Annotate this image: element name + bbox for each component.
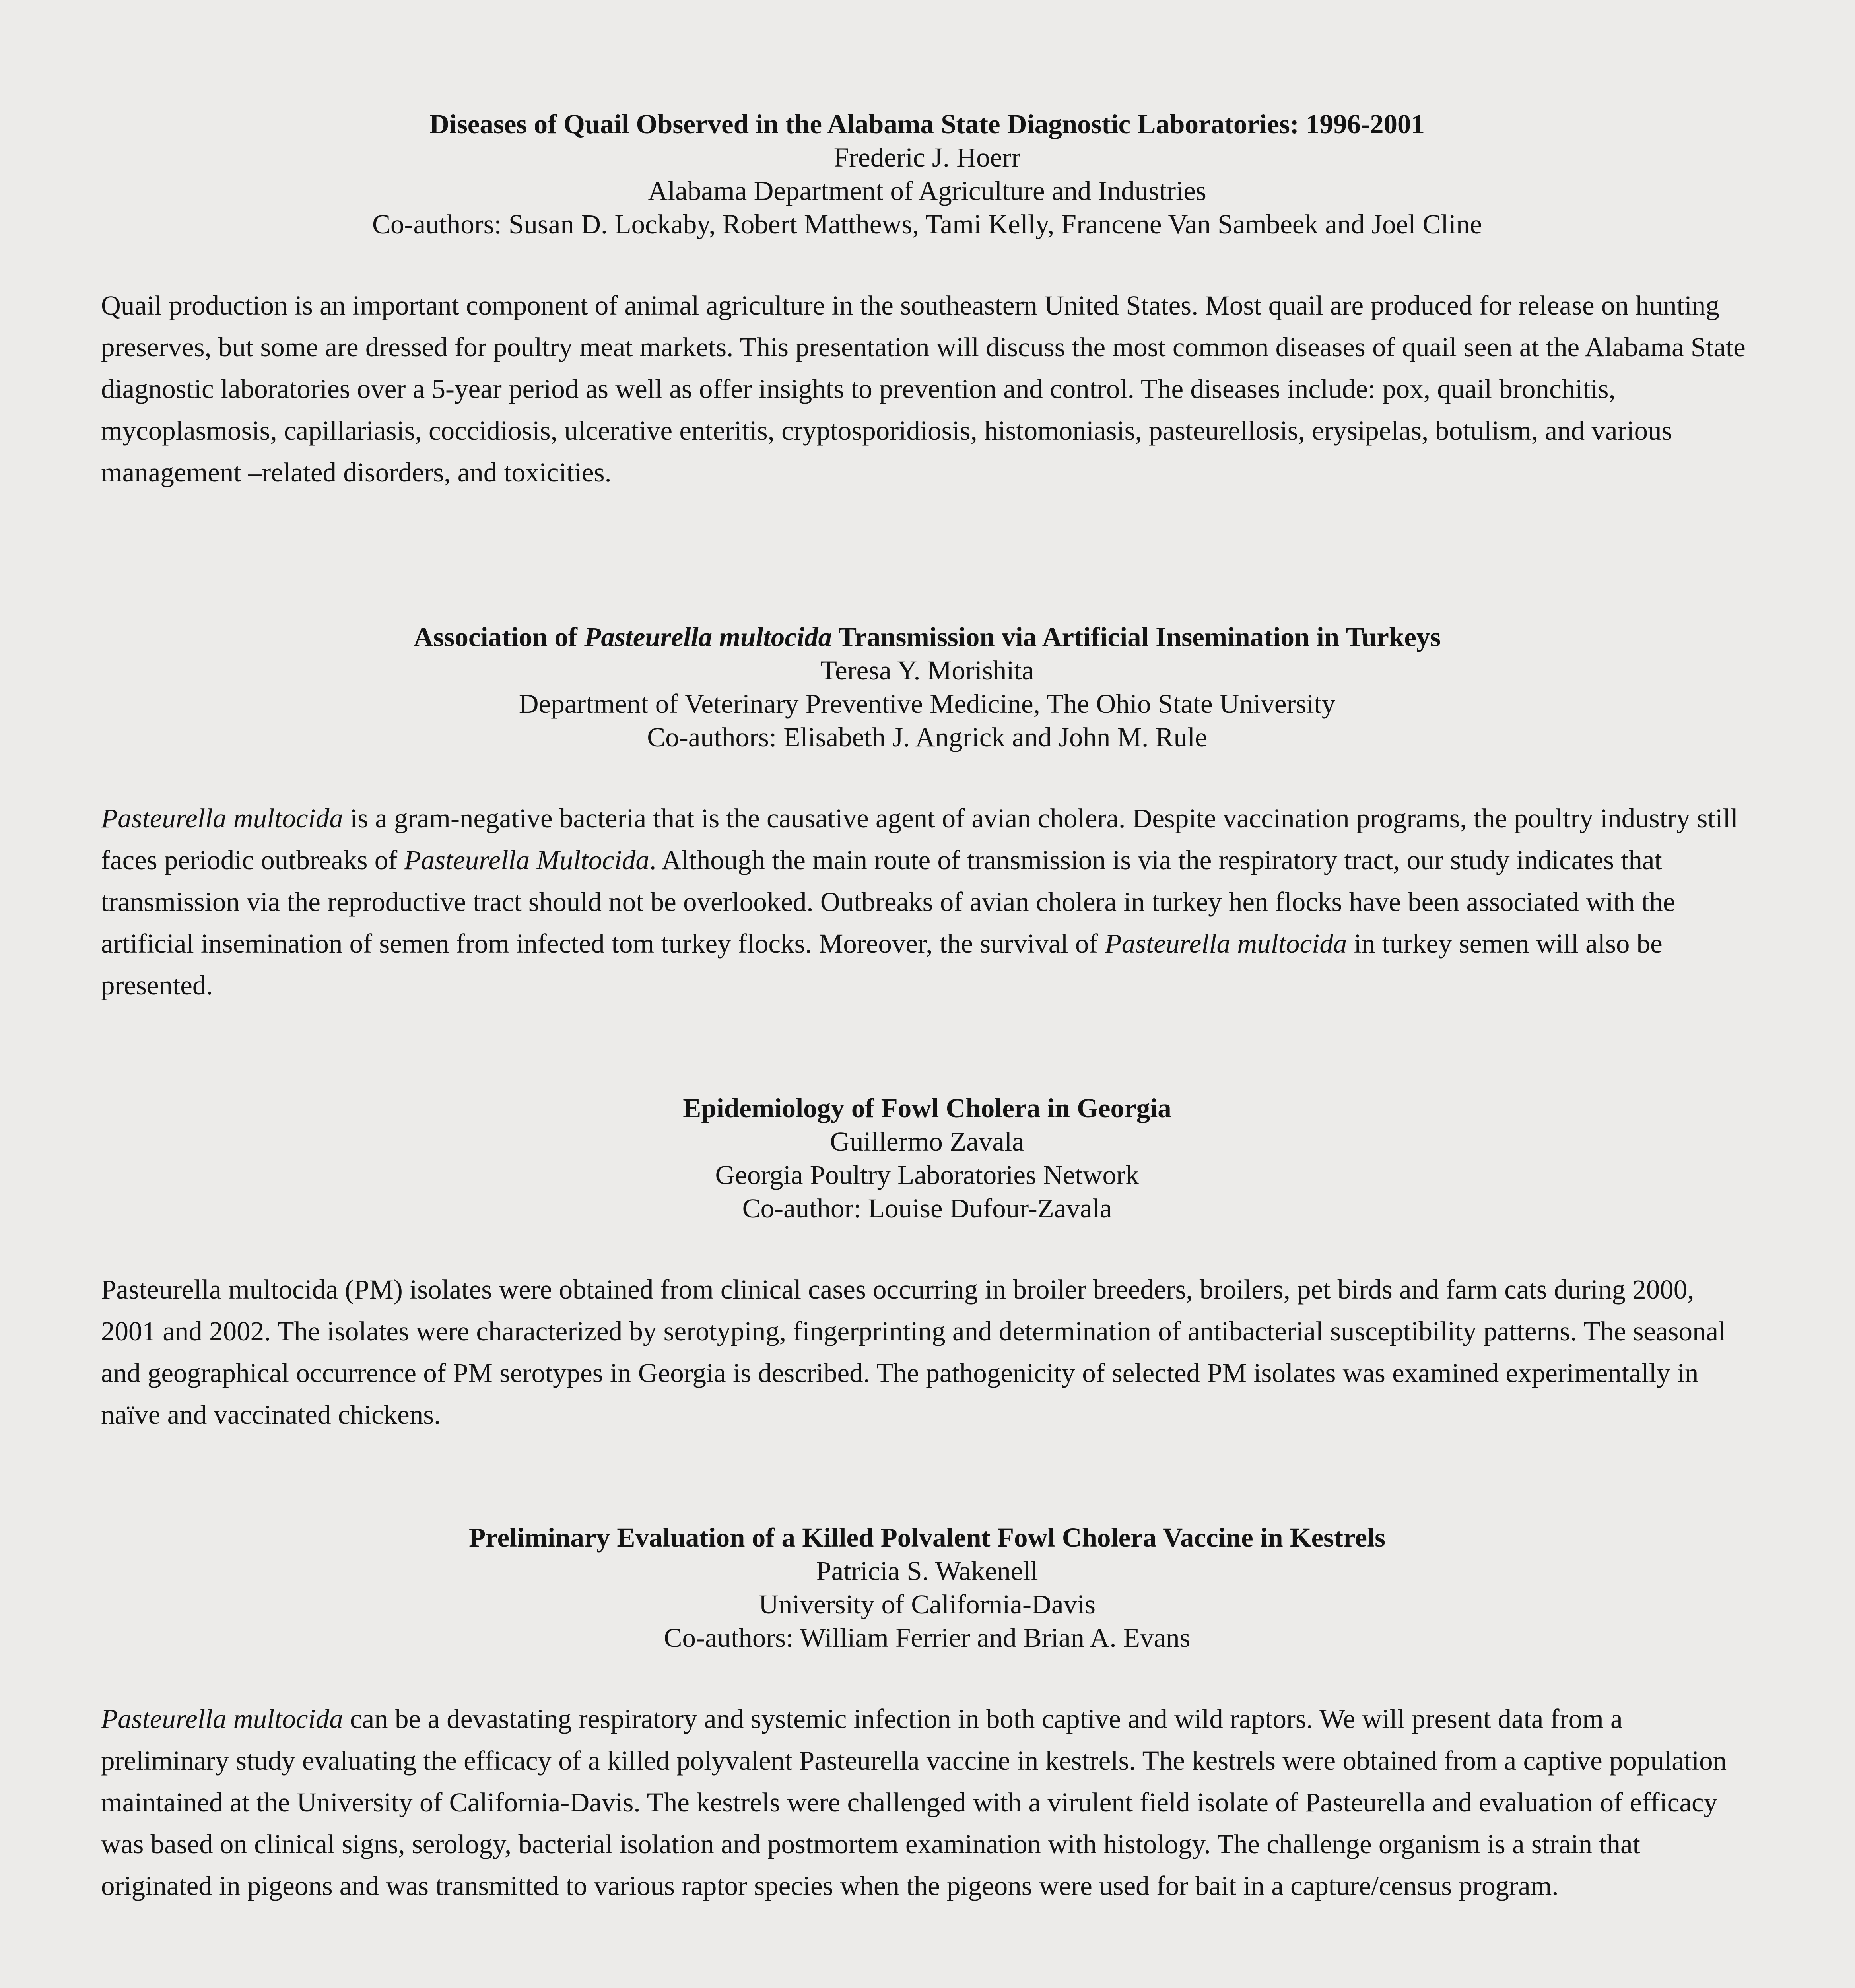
abstract-author: Frederic J. Hoerr (833, 142, 1021, 173)
abstract-pasteurella-insemination (101, 620, 1753, 1006)
abstract-body: Quail production is an important component of animal agriculture in the southeastern United States. Most quail are produced for release on hunting preserves, but some are dressed for poultry meat markets. This presentation will discuss the most common diseases of quail seen at the Alabama State diagnostic laboratories over a 5-year period as well as offer insights to prevention and control. The diseases include: pox, quail bronchitis, mycoplasmosis, capillariasis, coccidiosis, ulcerative enteritis, cryptosporidiosis, histomoniasis, pasteurellosis, erysipelas, botulism, and various management –related disorders, and toxicities. (101, 290, 1746, 487)
abstract-fowl-cholera-georgia (101, 1091, 1753, 1436)
abstract-body: Pasteurella multocida can be a devastating respiratory and systemic infection in both captive and wild raptors. We will present data from a preliminary study evaluating the efficacy of a killed polyvalent Pasteurella vaccine in kestrels. The kestrels were obtained from a captive population maintained at the University of California-Davis. The kestrels were challenged with a virulent field isolate of Pasteurella and evaluation of efficacy was based on clinical signs, serology, bacterial isolation and postmortem examination with histology. The challenge organism is a strain that originated in pigeons and was transmitted to various raptor species when the pigeons were used for bait in a capture/census program. (101, 1704, 1727, 1901)
abstract-affiliation: University of California-Davis (759, 1589, 1096, 1619)
abstract-body: Pasteurella multocida (PM) isolates were obtained from clinical cases occurring in broiler breeders, broilers, pet birds and farm cats during 2000, 2001 and 2002. The isolates were characterized by serotyping, fingerprinting and determination of antibacterial susceptibility patterns. The seasonal and geographical occurrence of PM serotypes in Georgia is described. The pathogenicity of selected PM isolates was examined experimentally in naïve and vaccinated chickens. (101, 1274, 1726, 1430)
abstract-affiliation: Georgia Poultry Laboratories Network (715, 1160, 1139, 1190)
abstract-author: Teresa Y. Morishita (820, 655, 1034, 685)
abstract-coauthors: Co-authors: Susan D. Lockaby, Robert Matthews, Tami Kelly, Francene Van Sambeek and Joel Cline (372, 209, 1482, 239)
abstract-title: Preliminary Evaluation of a Killed Polvalent Fowl Cholera Vaccine in Kestrels (469, 1522, 1385, 1553)
abstract-author: Patricia S. Wakenell (816, 1556, 1038, 1586)
abstract-quail-diseases (101, 107, 1753, 493)
abstract-author: Guillermo Zavala (830, 1126, 1024, 1157)
abstract-affiliation: Alabama Department of Agriculture and Industries (648, 176, 1206, 206)
abstract-coauthors: Co-authors: Elisabeth J. Angrick and John M. Rule (647, 722, 1207, 752)
abstract-coauthors: Co-author: Louise Dufour-Zavala (742, 1193, 1112, 1223)
abstract-title: Diseases of Quail Observed in the Alabama State Diagnostic Laboratories: 1996-2001 (429, 109, 1425, 139)
abstract-affiliation: Department of Veterinary Preventive Medicine, The Ohio State University (519, 689, 1336, 719)
abstract-kestrel-vaccine (101, 1521, 1753, 1907)
abstract-title: Association of Pasteurella multocida Transmission via Artificial Insemination in Turkeys (413, 622, 1441, 652)
abstract-body: Pasteurella multocida is a gram-negative bacteria that is the causative agent of avian cholera. Despite vaccination programs, the poultry industry still faces periodic outbreaks of Pasteurella Multocida. Although the main route of transmission is via the respiratory tract, our study indicates that transmission via the reproductive tract should not be overlooked. Outbreaks of avian cholera in turkey hen flocks have been associated with the artificial insemination of semen from infected tom turkey flocks. Moreover, the survival of Pasteurella multocida in turkey semen will also be presented. (101, 803, 1738, 1000)
abstract-coauthors: Co-authors: William Ferrier and Brian A. Evans (664, 1623, 1191, 1653)
abstract-title: Epidemiology of Fowl Cholera in Georgia (683, 1093, 1171, 1123)
